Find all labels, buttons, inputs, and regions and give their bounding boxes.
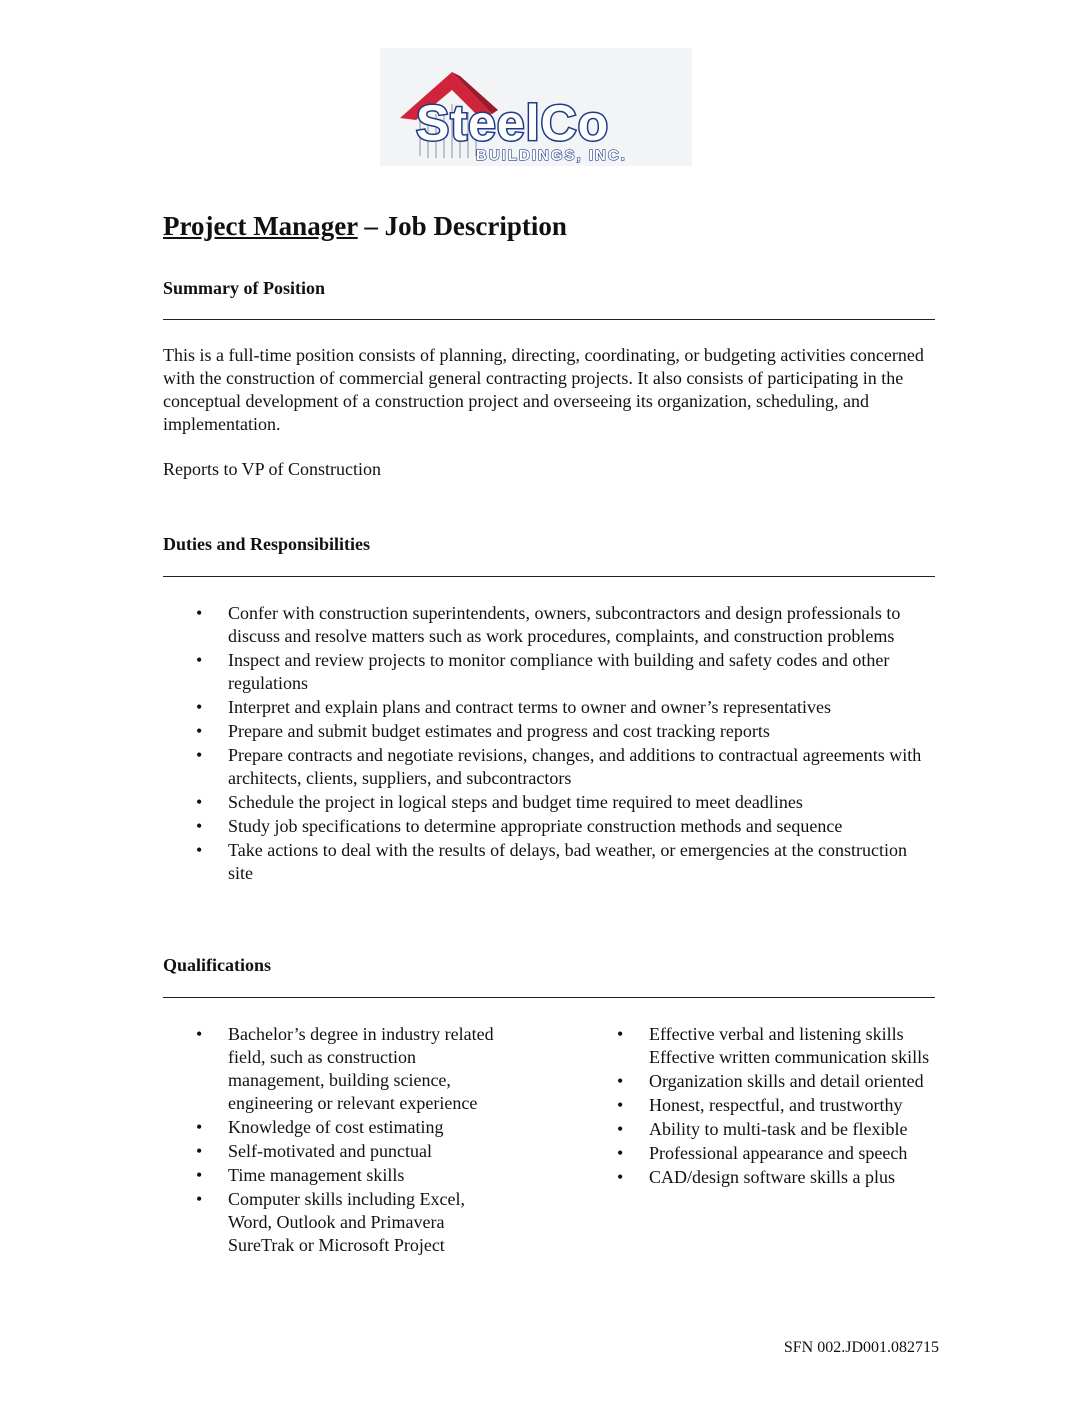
duty-item: • Prepare and submit budget estimates and progress and cost tracking reports bbox=[163, 720, 923, 743]
qualification-item: • Knowledge of cost estimating bbox=[163, 1116, 513, 1139]
qualification-item: • Computer skills including Excel, Word, Outlook and Primavera SureTrak or Microsoft Project bbox=[163, 1188, 513, 1257]
qualifications-left-list bbox=[163, 1023, 513, 1258]
duty-item: • Prepare contracts and negotiate revisions, changes, and additions to contractual agreements with architects, clients, suppliers, and subcontractors bbox=[163, 744, 923, 790]
qualification-item: • Bachelor’s degree in industry related field, such as construction management, building science, engineering or relevant experience bbox=[163, 1023, 513, 1115]
qualification-item: • Ability to multi-task and be flexible bbox=[584, 1118, 940, 1141]
duty-item: • Take actions to deal with the results of delays, bad weather, or emergencies at the construction site bbox=[163, 839, 923, 885]
summary-paragraph: This is a full-time position consists of planning, directing, coordinating, or budgeting activities concerned with the construction of commercial general contracting projects. It also consists of participating in the conceptual development of a construction project and overseeing its organization, scheduling, and implementation. bbox=[163, 345, 924, 434]
page-title bbox=[163, 208, 567, 244]
logo-wordmark: SteelCo bbox=[416, 95, 610, 151]
duty-item: • Confer with construction superintendents, owners, subcontractors and design professionals to discuss and resolve matters such as work procedures, complaints, and construction problems bbox=[163, 602, 923, 648]
title-rest: – Job Description bbox=[357, 211, 567, 241]
qualifications-right-list bbox=[584, 1023, 940, 1190]
qualification-item: • Self-motivated and punctual bbox=[163, 1140, 513, 1163]
qualification-item: • Professional appearance and speech bbox=[584, 1142, 940, 1165]
duties-list bbox=[163, 602, 923, 886]
duty-item: • Interpret and explain plans and contract terms to owner and owner’s representatives bbox=[163, 696, 923, 719]
qualification-item: • CAD/design software skills a plus bbox=[584, 1166, 940, 1189]
qualification-item: • Time management skills bbox=[163, 1164, 513, 1187]
summary-divider bbox=[163, 319, 935, 320]
qualification-item: • Organization skills and detail oriented bbox=[584, 1070, 940, 1093]
duty-item: • Schedule the project in logical steps and budget time required to meet deadlines bbox=[163, 791, 923, 814]
reports-to: Reports to VP of Construction bbox=[163, 459, 382, 479]
duty-item: • Study job specifications to determine appropriate construction methods and sequence bbox=[163, 815, 923, 838]
duty-item: • Inspect and review projects to monitor compliance with building and safety codes and other regulations bbox=[163, 649, 923, 695]
company-logo bbox=[380, 48, 692, 166]
duties-divider bbox=[163, 576, 935, 577]
document-code: SFN 002.JD001.082715 bbox=[783, 1339, 939, 1356]
summary-heading: Summary of Position bbox=[163, 278, 325, 298]
duties-heading: Duties and Responsibilities bbox=[163, 534, 371, 554]
qualifications-divider bbox=[163, 997, 935, 998]
qualification-item: • Effective verbal and listening skills Effective written communication skills bbox=[584, 1023, 940, 1069]
title-position: Project Manager bbox=[163, 211, 358, 241]
qualification-item: • Honest, respectful, and trustworthy bbox=[584, 1094, 940, 1117]
logo-subtitle: BUILDINGS, INC. bbox=[476, 147, 627, 164]
qualifications-heading: Qualifications bbox=[163, 955, 272, 975]
